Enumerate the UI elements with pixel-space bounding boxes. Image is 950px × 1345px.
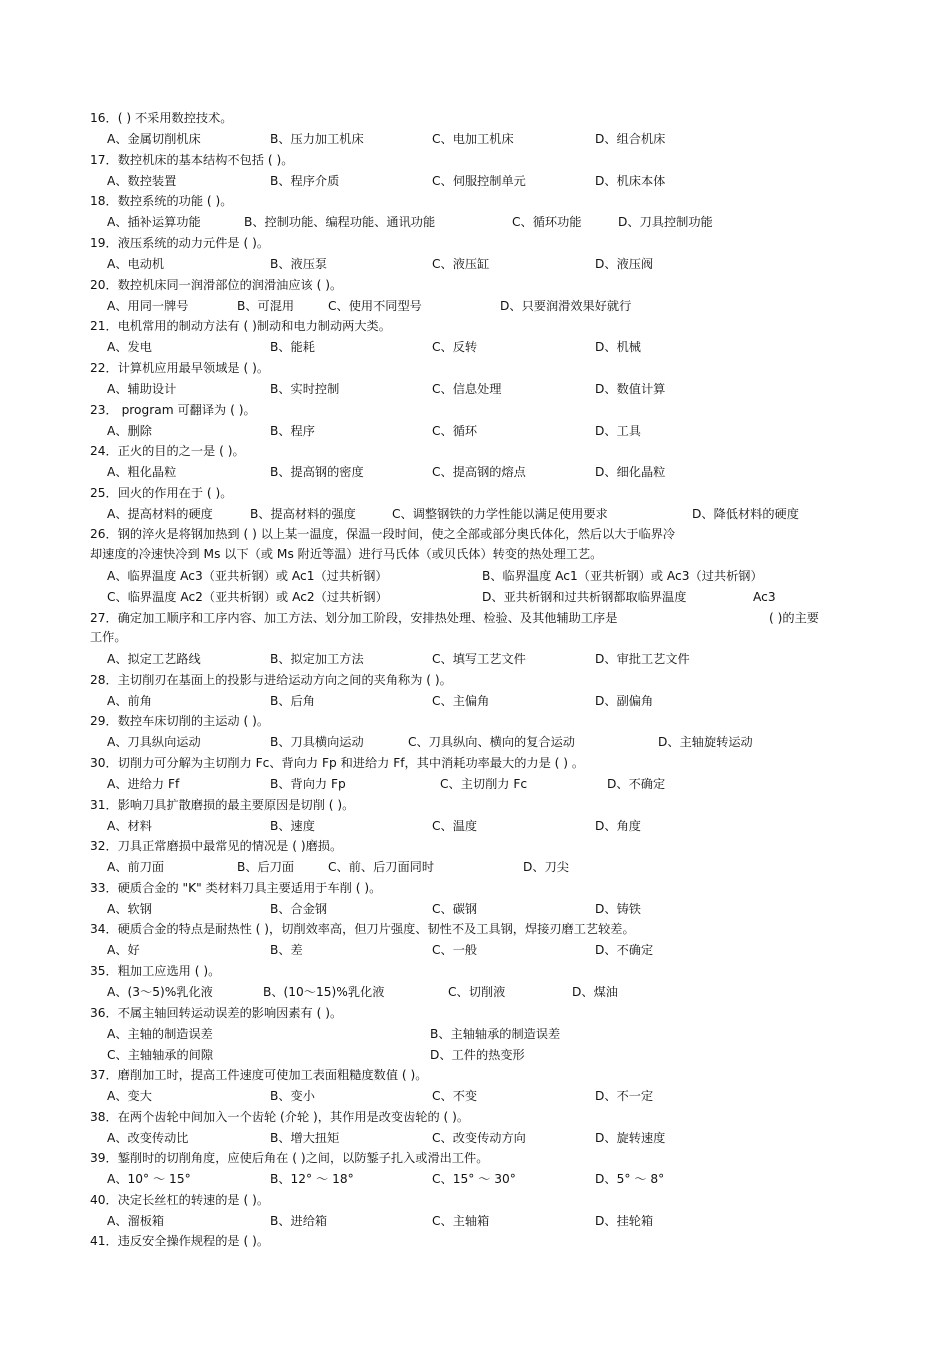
question-37-option-a: A、变大 xyxy=(107,1089,152,1103)
question-32-stem: 32．刀具正常磨损中最常见的情况是 ( )磨损。 xyxy=(90,839,343,853)
question-18-option-d: D、刀具控制功能 xyxy=(618,215,713,229)
question-19-option-d: D、液压阀 xyxy=(595,257,654,271)
question-26-option-a: A、临界温度 Ac3（亚共析钢）或 Ac1（过共析钢） xyxy=(107,569,388,583)
question-17-option-a: A、数控装置 xyxy=(107,174,177,188)
question-39-option-c: C、15° ～ 30° xyxy=(432,1172,516,1186)
question-20-option-a: A、用同一牌号 xyxy=(107,299,189,313)
question-37-option-b: B、变小 xyxy=(270,1089,315,1103)
question-31-option-d: D、角度 xyxy=(595,819,641,833)
question-21-option-c: C、反转 xyxy=(432,340,478,354)
question-38-stem: 38．在两个齿轮中间加入一个齿轮 (介轮 )，其作用是改变齿轮的 ( )。 xyxy=(90,1110,470,1124)
question-31-stem: 31．影响刀具扩散磨损的最主要原因是切削 ( )。 xyxy=(90,798,355,812)
question-35-option-b: B、(10～15)%乳化液 xyxy=(263,985,385,999)
question-21-stem: 21．电机常用的制动方法有 ( )制动和电力制动两大类。 xyxy=(90,319,391,333)
question-31-option-b: B、速度 xyxy=(270,819,315,833)
question-40-option-c: C、主轴箱 xyxy=(432,1214,490,1228)
question-39-option-b: B、12° ～ 18° xyxy=(270,1172,354,1186)
question-32-option-c: C、前、后刀面同时 xyxy=(328,860,435,874)
question-34-stem: 34．硬质合金的特点是耐热性 ( )，切削效率高，但刀片强度、韧性不及工具钢，焊接刃磨工艺较差。 xyxy=(90,922,635,936)
question-35-option-d: D、煤油 xyxy=(572,985,618,999)
question-17-option-c: C、伺服控制单元 xyxy=(432,174,526,188)
question-16-option-a: A、金属切削机床 xyxy=(107,132,201,146)
question-37-option-d: D、不一定 xyxy=(595,1089,654,1103)
question-36-option-b: B、主轴轴承的制造误差 xyxy=(430,1027,561,1041)
question-29-option-a: A、刀具纵向运动 xyxy=(107,735,201,749)
question-26-stem-line2: 却速度的冷速快冷到 Ms 以下（或 Ms 附近等温）进行马氏体（或贝氏体）转变的热处理工艺。 xyxy=(90,547,603,561)
question-33-option-a: A、软钢 xyxy=(107,902,152,916)
question-26-option-d: D、亚共析钢和过共析钢都取临界温度 xyxy=(482,590,687,604)
question-28-option-c: C、主偏角 xyxy=(432,694,490,708)
question-17-option-b: B、程序介质 xyxy=(270,174,340,188)
question-33-option-c: C、碳钢 xyxy=(432,902,478,916)
question-34-option-b: B、差 xyxy=(270,943,303,957)
question-21-option-a: A、发电 xyxy=(107,340,152,354)
question-29-option-b: B、刀具横向运动 xyxy=(270,735,364,749)
question-22-option-b: B、实时控制 xyxy=(270,382,340,396)
question-40-option-a: A、溜板箱 xyxy=(107,1214,165,1228)
question-26-stem-line1: 26．钢的淬火是将钢加热到 ( ) 以上某一温度，保温一段时间，使之全部或部分奥氏体化，然后以大于临界冷 xyxy=(90,527,676,541)
question-36-stem: 36．不属主轴回转运动误差的影响因素有 ( )。 xyxy=(90,1006,343,1020)
question-24-option-d: D、细化晶粒 xyxy=(595,465,666,479)
question-40-option-b: B、进给箱 xyxy=(270,1214,328,1228)
question-19-option-c: C、液压缸 xyxy=(432,257,490,271)
question-37-stem: 37．磨削加工时，提高工件速度可使加工表面粗糙度数值 ( )。 xyxy=(90,1068,428,1082)
question-24-stem: 24．正火的目的之一是 ( )。 xyxy=(90,444,245,458)
question-22-stem: 22．计算机应用最早领域是 ( )。 xyxy=(90,361,270,375)
question-38-option-b: B、增大扭矩 xyxy=(270,1131,340,1145)
question-34-option-d: D、不确定 xyxy=(595,943,654,957)
question-32-option-a: A、前刀面 xyxy=(107,860,165,874)
question-24-option-a: A、粗化晶粒 xyxy=(107,465,177,479)
question-38-option-c: C、改变传动方向 xyxy=(432,1131,526,1145)
question-25-option-a: A、提高材料的硬度 xyxy=(107,507,213,521)
question-23-option-c: C、循环 xyxy=(432,424,478,438)
question-26-option-b: B、临界温度 Ac1（亚共析钢）或 Ac3（过共析钢） xyxy=(482,569,763,583)
question-20-option-b: B、可混用 xyxy=(237,299,295,313)
question-27-stem-line1-tail: ( )的主要 xyxy=(769,611,819,625)
question-19-stem: 19．液压系统的动力元件是 ( )。 xyxy=(90,236,270,250)
question-16-option-b: B、压力加工机床 xyxy=(270,132,364,146)
question-35-option-a: A、(3～5)%乳化液 xyxy=(107,985,213,999)
question-27-option-a: A、拟定工艺路线 xyxy=(107,652,201,666)
question-28-option-b: B、后角 xyxy=(270,694,315,708)
question-29-stem: 29．数控车床切削的主运动 ( )。 xyxy=(90,714,270,728)
question-41-stem: 41．违反安全操作规程的是 ( )。 xyxy=(90,1234,270,1248)
question-23-option-b: B、程序 xyxy=(270,424,315,438)
question-27-option-c: C、填写工艺文件 xyxy=(432,652,526,666)
question-39-option-d: D、5° ～ 8° xyxy=(595,1172,665,1186)
question-39-stem: 39．錾削时的切削角度，应使后角在 ( )之间，以防錾子扎入或滑出工件。 xyxy=(90,1151,489,1165)
question-38-option-d: D、旋转速度 xyxy=(595,1131,666,1145)
question-20-stem: 20．数控机床同一润滑部位的润滑油应该 ( )。 xyxy=(90,278,343,292)
question-28-option-a: A、前角 xyxy=(107,694,152,708)
question-28-stem: 28．主切削刃在基面上的投影与进给运动方向之间的夹角称为 ( )。 xyxy=(90,673,452,687)
question-35-stem: 35．粗加工应选用 ( )。 xyxy=(90,964,221,978)
question-27-option-b: B、拟定加工方法 xyxy=(270,652,364,666)
question-38-option-a: A、改变传动比 xyxy=(107,1131,189,1145)
question-34-option-c: C、一般 xyxy=(432,943,478,957)
question-40-option-d: D、挂轮箱 xyxy=(595,1214,654,1228)
question-36-option-a: A、主轴的制造误差 xyxy=(107,1027,213,1041)
question-18-option-a: A、插补运算功能 xyxy=(107,215,201,229)
question-25-option-d: D、降低材料的硬度 xyxy=(692,507,799,521)
question-32-option-d: D、刀尖 xyxy=(523,860,569,874)
question-31-option-c: C、温度 xyxy=(432,819,478,833)
question-30-option-d: D、不确定 xyxy=(607,777,666,791)
question-36-option-c: C、主轴轴承的间隙 xyxy=(107,1048,214,1062)
question-22-option-d: D、数值计算 xyxy=(595,382,666,396)
question-27-option-d: D、审批工艺文件 xyxy=(595,652,690,666)
question-40-stem: 40．决定长丝杠的转速的是 ( )。 xyxy=(90,1193,270,1207)
question-34-option-a: A、好 xyxy=(107,943,140,957)
question-21-option-b: B、能耗 xyxy=(270,340,315,354)
question-35-option-c: C、切削液 xyxy=(448,985,506,999)
question-30-option-a: A、进给力 Ff xyxy=(107,777,180,791)
question-36-option-d: D、工件的热变形 xyxy=(430,1048,525,1062)
question-33-option-d: D、铸铁 xyxy=(595,902,641,916)
question-23-option-d: D、工具 xyxy=(595,424,641,438)
question-22-option-c: C、信息处理 xyxy=(432,382,502,396)
question-32-option-b: B、后刀面 xyxy=(237,860,295,874)
question-23-stem: 23． program 可翻译为 ( )。 xyxy=(90,403,256,417)
question-27-stem-line1: 27．确定加工顺序和工序内容、加工方法、划分加工阶段，安排热处理、检验、及其他辅助工序是 xyxy=(90,611,618,625)
question-29-option-d: D、主轴旋转运动 xyxy=(658,735,753,749)
question-23-option-a: A、删除 xyxy=(107,424,152,438)
question-30-stem: 30．切削力可分解为主切削力 Fc、背向力 Fp 和进给力 Ff，其中消耗功率最大的力是 ( ) 。 xyxy=(90,756,585,770)
question-25-option-b: B、提高材料的强度 xyxy=(250,507,356,521)
question-24-option-b: B、提高钢的密度 xyxy=(270,465,364,479)
question-30-option-c: C、主切削力 Fc xyxy=(440,777,528,791)
question-27-stem-line2: 工作。 xyxy=(90,630,127,644)
question-20-option-d: D、只要润滑效果好就行 xyxy=(500,299,632,313)
question-22-option-a: A、辅助设计 xyxy=(107,382,177,396)
question-20-option-c: C、使用不同型号 xyxy=(328,299,422,313)
question-18-stem: 18．数控系统的功能 ( )。 xyxy=(90,194,233,208)
question-17-stem: 17．数控机床的基本结构不包括 ( )。 xyxy=(90,153,294,167)
question-16-stem: 16．( ) 不采用数控技术。 xyxy=(90,111,233,125)
question-37-option-c: C、不变 xyxy=(432,1089,478,1103)
question-24-option-c: C、提高钢的熔点 xyxy=(432,465,526,479)
question-26-option-c: C、临界温度 Ac2（亚共析钢）或 Ac2（过共析钢） xyxy=(107,590,388,604)
question-31-option-a: A、材料 xyxy=(107,819,152,833)
question-26-option-d-tail: Ac3 xyxy=(753,590,776,604)
question-18-option-b: B、控制功能、编程功能、通讯功能 xyxy=(244,215,436,229)
question-29-option-c: C、刀具纵向、横向的复合运动 xyxy=(408,735,575,749)
question-28-option-d: D、副偏角 xyxy=(595,694,654,708)
question-30-option-b: B、背向力 Fp xyxy=(270,777,346,791)
question-19-option-b: B、液压泵 xyxy=(270,257,328,271)
question-19-option-a: A、电动机 xyxy=(107,257,165,271)
question-16-option-c: C、电加工机床 xyxy=(432,132,514,146)
question-25-option-c: C、调整钢铁的力学性能以满足使用要求 xyxy=(392,507,608,521)
question-21-option-d: D、机械 xyxy=(595,340,641,354)
question-39-option-a: A、10° ～ 15° xyxy=(107,1172,191,1186)
question-16-option-d: D、组合机床 xyxy=(595,132,666,146)
question-17-option-d: D、机床本体 xyxy=(595,174,666,188)
question-18-option-c: C、循环功能 xyxy=(512,215,582,229)
question-33-stem: 33．硬质合金的 "K" 类材料刀具主要适用于车削 ( )。 xyxy=(90,881,382,895)
question-33-option-b: B、合金钢 xyxy=(270,902,328,916)
question-25-stem: 25．回火的作用在于 ( )。 xyxy=(90,486,233,500)
